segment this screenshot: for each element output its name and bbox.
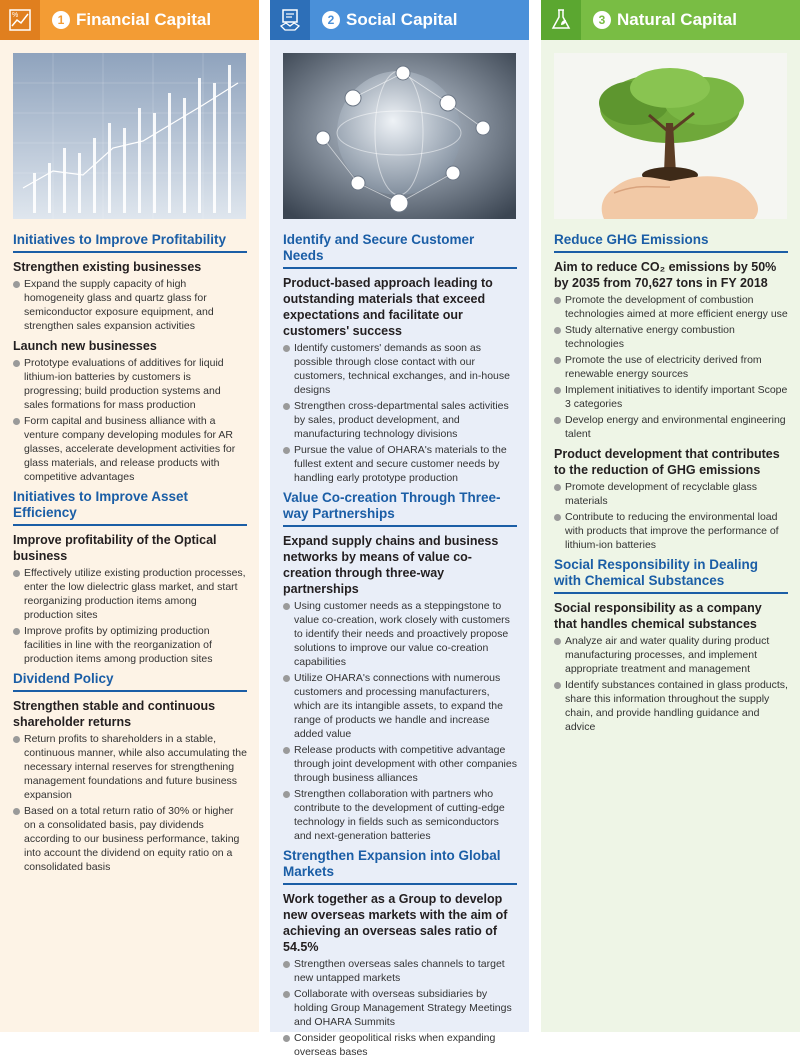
column-number: 1 bbox=[52, 11, 70, 29]
financial-capital-column bbox=[0, 0, 259, 1032]
column-number: 2 bbox=[322, 11, 340, 29]
list-item: Release products with competitive advantage through joint development with other companies through business alliances bbox=[283, 743, 517, 785]
column-title: 2 Social Capital bbox=[310, 0, 529, 40]
subheading: Strengthen existing businesses bbox=[13, 260, 202, 274]
subheading: Improve profitability of the Optical business bbox=[13, 533, 217, 563]
list-item: Implement initiatives to identify important Scope 3 categories bbox=[554, 383, 788, 411]
network-globe-photo bbox=[283, 53, 516, 219]
bullet-list bbox=[283, 599, 517, 843]
bullet-list bbox=[13, 566, 247, 666]
list-item: Study alternative energy combustion technologies bbox=[554, 323, 788, 351]
flask-leaf-icon bbox=[541, 0, 581, 40]
list-item: Collaborate with overseas subsidiaries by holding Group Management Strategy Meetings and OHARA Summits bbox=[283, 987, 517, 1029]
bullet-list bbox=[554, 634, 788, 734]
section-heading: Strengthen Expansion into Global Markets bbox=[283, 848, 517, 885]
list-item: Effectively utilize existing production processes, enter the low dielectric glass market, and start reorganizing production items among production sites bbox=[13, 566, 247, 622]
bullet-list bbox=[283, 341, 517, 485]
bullet-list bbox=[283, 957, 517, 1059]
column-title: 1 Financial Capital bbox=[40, 0, 259, 40]
section-heading: Social Responsibility in Dealing with Chemical Substances bbox=[554, 557, 788, 594]
bullet-list bbox=[554, 480, 788, 552]
handshake-document-icon bbox=[270, 0, 310, 40]
column-title: 3 Natural Capital bbox=[581, 0, 800, 40]
list-item: Strengthen overseas sales channels to target new untapped markets bbox=[283, 957, 517, 985]
subheading: Work together as a Group to develop new overseas markets with the aim of achieving an overseas sales ratio of 54.5% bbox=[283, 892, 508, 954]
list-item: Promote the development of combustion technologies aimed at more efficient energy use bbox=[554, 293, 788, 321]
section-heading: Identify and Secure Customer Needs bbox=[283, 232, 517, 269]
subheading: Strengthen stable and continuous shareholder returns bbox=[13, 699, 216, 729]
natural-capital-column bbox=[541, 0, 800, 1032]
list-item: Based on a total return ratio of 30% or higher on a consolidated basis, pay dividends according to our business performance, taking into account the dividend on equity ratio on a consolidated basis bbox=[13, 804, 247, 874]
list-item: Expand the supply capacity of high homogeneity glass and quartz glass for semiconductor exposure equipment, and strengthen sales expansion activities bbox=[13, 277, 247, 333]
list-item: Form capital and business alliance with a venture company developing modules for AR glasses, accelerate development activities for glass materials, and release products with competitive advantages bbox=[13, 414, 247, 484]
social-capital-column bbox=[270, 0, 529, 1058]
list-item: Promote the use of electricity derived from renewable energy sources bbox=[554, 353, 788, 381]
subheading: Aim to reduce CO₂ emissions by 50% by 2035 from 70,627 tons in FY 2018 bbox=[554, 260, 777, 290]
section-heading: Reduce GHG Emissions bbox=[554, 232, 788, 253]
tree-in-hands-photo bbox=[554, 53, 787, 219]
section-heading: Initiatives to Improve Profitability bbox=[13, 232, 247, 253]
subheading: Product-based approach leading to outstanding materials that exceed expectations and facilitate our customers' success bbox=[283, 276, 493, 338]
bullet-list bbox=[13, 732, 247, 874]
list-item: Pursue the value of OHARA's materials to the fullest extent and secure customer needs by handling early prototype production bbox=[283, 443, 517, 485]
list-item: Using customer needs as a steppingstone to value co-creation, work closely with customers to identify their needs and proactively propose solutions to improve our value co-creation capabilities bbox=[283, 599, 517, 669]
list-item: Strengthen collaboration with partners who contribute to the development of cutting-edge technology in fields such as semiconductors and next-generation batteries bbox=[283, 787, 517, 843]
list-item: Contribute to reducing the environmental load with products that improve the performance of lithium-ion batteries bbox=[554, 510, 788, 552]
social-content bbox=[283, 232, 517, 1064]
section-heading: Dividend Policy bbox=[13, 671, 247, 692]
section-heading: Initiatives to Improve Asset Efficiency bbox=[13, 489, 247, 526]
bullet-list bbox=[13, 277, 247, 333]
list-item: Prototype evaluations of additives for liquid lithium-ion batteries by customers is progressing; build production systems and sales formations for mass production bbox=[13, 356, 247, 412]
list-item: Improve profits by optimizing production facilities in line with the reorganization of production items among production sites bbox=[13, 624, 247, 666]
section-heading: Value Co-creation Through Three-way Partnerships bbox=[283, 490, 517, 527]
natural-content bbox=[554, 232, 788, 739]
list-item: Promote development of recyclable glass materials bbox=[554, 480, 788, 508]
svg-text:%: % bbox=[12, 12, 19, 19]
subheading: Social responsibility as a company that handles chemical substances bbox=[554, 601, 762, 631]
subheading: Expand supply chains and business networks by means of value co-creation through three-way partnerships bbox=[283, 534, 499, 596]
column-header bbox=[541, 0, 800, 40]
subheading: Launch new businesses bbox=[13, 339, 157, 353]
list-item: Strengthen cross-departmental sales activities by sales, product development, and manufacturing technology divisions bbox=[283, 399, 517, 441]
list-item: Analyze air and water quality during product manufacturing processes, and implement appropriate treatment and management bbox=[554, 634, 788, 676]
column-number: 3 bbox=[593, 11, 611, 29]
column-header bbox=[270, 0, 529, 40]
column-header bbox=[0, 0, 259, 40]
bullet-list bbox=[554, 293, 788, 441]
list-item: Utilize OHARA's connections with numerous customers and processing manufacturers, which are its intangible assets, to expand the range of products we handle and increase added value bbox=[283, 671, 517, 741]
subheading: Product development that contributes to the reduction of GHG emissions bbox=[554, 447, 780, 477]
list-item: Return profits to shareholders in a stable, continuous manner, while also accumulating the necessary internal reserves for strengthening management foundations and future business expansion bbox=[13, 732, 247, 802]
percent-chart-icon bbox=[0, 0, 40, 40]
list-item: Identify customers' demands as soon as possible through close contact with our customers, technical exchanges, and in-house designs bbox=[283, 341, 517, 397]
financial-chart-photo bbox=[13, 53, 246, 219]
list-item: Consider geopolitical risks when expanding overseas bases bbox=[283, 1031, 517, 1059]
list-item: Develop energy and environmental engineering talent bbox=[554, 413, 788, 441]
financial-content bbox=[13, 232, 247, 879]
bullet-list bbox=[13, 356, 247, 484]
list-item: Identify substances contained in glass products, share this information throughout the supply chain, and provide handling guidance and advice bbox=[554, 678, 788, 734]
